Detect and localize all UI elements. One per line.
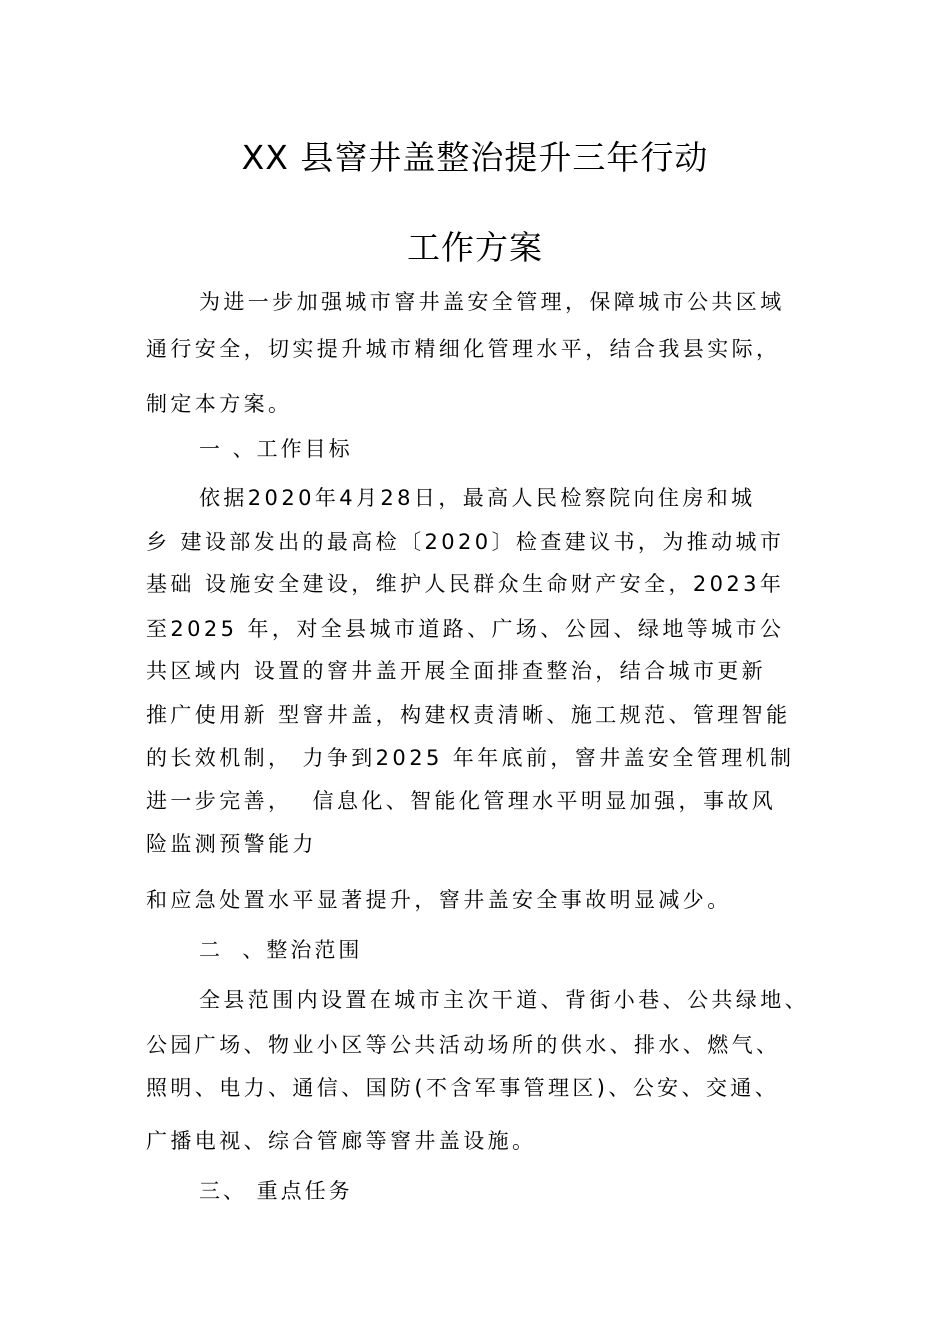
intro-line-3: 制定本方案。 (146, 392, 293, 416)
section-1-line-2: 乡 建设部发出的最高检〔2020〕检查建议书，为推动城市 (146, 530, 785, 554)
intro-line-2: 通行安全，切实提升城市精细化管理水平，结合我县实际， (146, 337, 781, 361)
section-1-line-8: 进一步完善， 信息化、智能化管理水平明显加强，事故风 (146, 789, 777, 813)
section-3-heading: 三、 重点任务 (199, 1179, 353, 1203)
document-title-line-1: XX 县窨井盖整治提升三年行动 (241, 138, 709, 177)
section-1-line-5: 共区域内 设置的窨井盖开展全面排查整治，结合城市更新 (146, 659, 767, 683)
section-2-line-2: 公园广场、物业小区等公共活动场所的供水、排水、燃气、 (146, 1033, 781, 1057)
document-title-line-2: 工作方案 (407, 228, 543, 267)
section-1-heading: 一 、工作目标 (199, 437, 353, 461)
section-2-line-4: 广播电视、综合管廊等窨井盖设施。 (146, 1129, 537, 1153)
section-2-line-3: 照明、电力、通信、国防(不含军事管理区)、公安、交通、 (146, 1076, 780, 1100)
section-2-line-1: 全县范围内设置在城市主次干道、背街小巷、公共绿地、 (199, 988, 809, 1012)
section-2-heading: 二 、整治范围 (199, 938, 363, 962)
section-1-line-10: 和应急处置水平显著提升，窨井盖安全事故明显减少。 (146, 888, 732, 912)
section-1-line-9: 险监测预警能力 (146, 832, 317, 856)
intro-line-1: 为进一步加强城市窨井盖安全管理，保障城市公共区域 (199, 290, 785, 314)
section-1-line-1: 依据2020年4月28日，最高人民检察院向住房和城 (199, 486, 756, 510)
section-1-line-3: 基础 设施安全建设，维护人民群众生命财产安全，2023年 (146, 572, 785, 596)
section-1-line-4: 至2025 年，对全县城市道路、广场、公园、绿地等城市公 (146, 617, 785, 641)
section-1-line-7: 的长效机制， 力争到2025 年年底前，窨井盖安全管理机制 (146, 746, 795, 770)
section-1-line-6: 推广使用新 型窨井盖，构建权责清晰、施工规范、管理智能 (146, 703, 791, 727)
